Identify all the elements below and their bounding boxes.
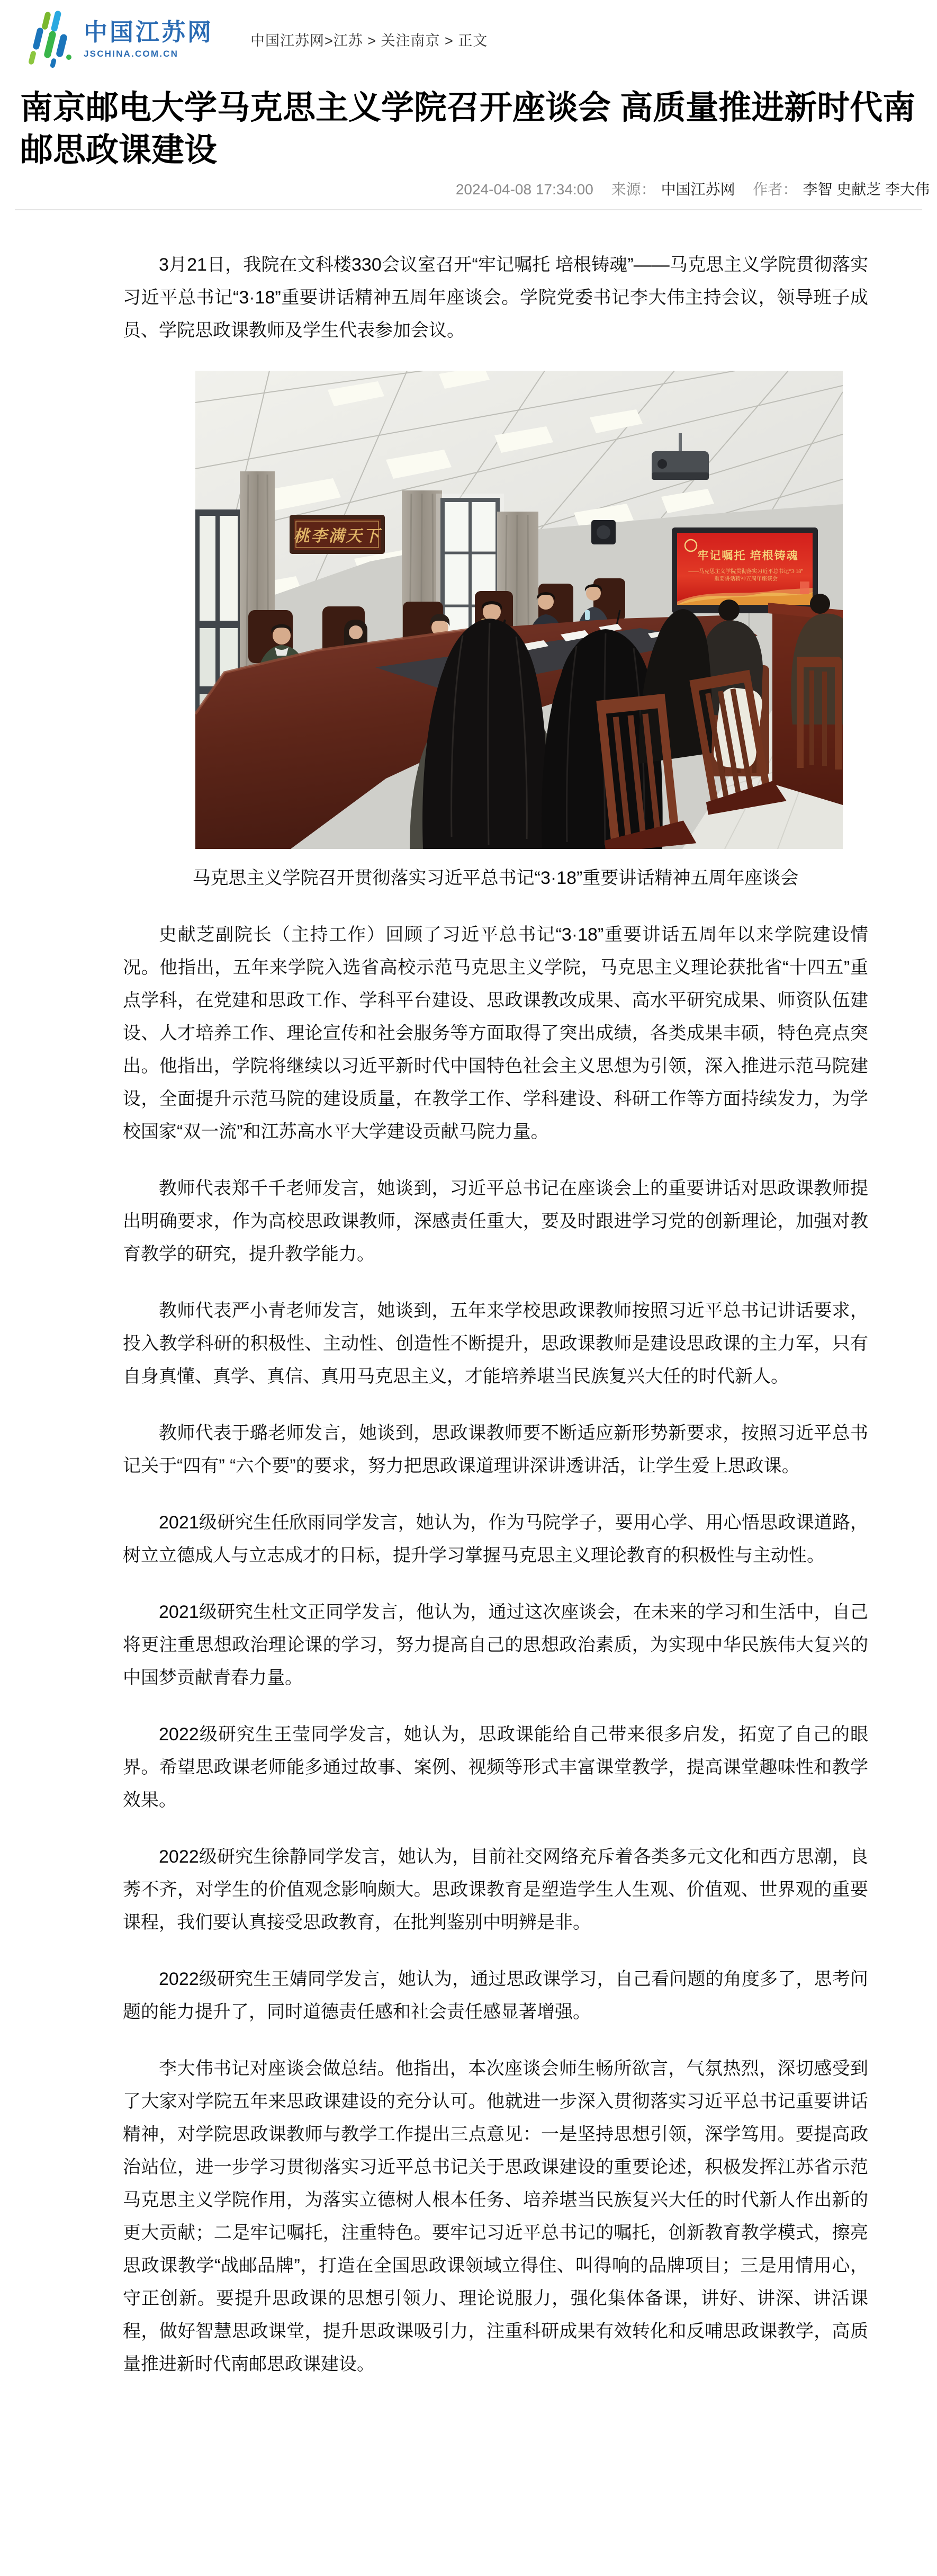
article-paragraph: 2021级研究生杜文正同学发言，他认为，通过这次座谈会，在未来的学习和生活中，自己将更注重思想政治理论课的学习，努力提高自己的思想政治素质，为实现中华民族伟大复兴的中国梦贡献青春力量。 [123,1602,868,1688]
site-logo-bamboo-icon [28,10,76,69]
screen-subtitle-1: ——马克思主义学院贯彻落实习近平总书记“3·18” [688,569,804,575]
site-header [0,0,937,73]
article-paragraph: 史献芝副院长（主持工作）回顾了习近平总书记“3·18”重要讲话五周年以来学院建设情况。他指出，五年来学院入选省高校示范马克思主义学院，马克思主义理论获批省“十四五”重点学科，在党建和思政工作、学科平台建设、思政课教改成果、高水平研究成果、师资队伍建设、人才培养工作、理论宣传和社会服务等方面取得了突出成绩，各类成果丰硕，特色亮点突出。他指出，学院将继续以习近平新时代中国特色社会主义思想为引领，深入推进示范马院建设，全面提升示范马院的建设质量，在教学工作、学科建设、科研工作等方面持续发力，为学校国家“双一流”和江苏高水平大学建设贡献马院力量。 [123,925,868,1142]
article-paragraph: 2021级研究生任欣雨同学发言，她认为，作为马院学子，要用心学、用心悟思政课道路，树立立德成人与立志成才的目标，提升学习掌握马克思主义理论教育的积极性与主动性。 [123,1513,868,1566]
wall-plaque [290,515,385,554]
source-value: 中国江苏网 [661,181,735,198]
site-logo[interactable] [28,10,213,69]
author-value: 李智 史献芝 李大伟 [803,181,930,198]
author-label: 作者： [753,181,798,198]
screen-title-text: 牢记嘱托 培根铸魂 [697,549,799,562]
article-paragraph: 李大伟书记对座谈会做总结。他指出，本次座谈会师生畅所欲言，气氛热烈，深切感受到了大家对学院五年来思政课建设的充分认可。他就进一步深入贯彻落实习近平总书记重要讲话精神，对学院思政课教师与教学工作提出三点意见：一是坚持思想引领，深学笃用。要提高政治站位，进一步学习贯彻落实习近平总书记关于思政课建设的重要论述，积极发挥江苏省示范马克思主义学院作用，为落实立德树人根本任务、培养堪当民族复兴大任的时代新人作出新的更大贡献；二是牢记嘱托，注重特色。要牢记习近平总书记的嘱托，创新教育教学模式，擦亮思政课教学“战邮品牌”，打造在全国思政课领域立得住、叫得响的品牌项目；三是用情用心，守正创新。要提升思政课的思想引领力、理论说服力，强化集体备课，讲好、讲深、讲活课程，做好智慧思政课堂，提升思政课吸引力，注重科研成果有效转化和反哺思政课教学，高质量推进新时代南邮思政课建设。 [123,2059,868,2374]
site-logo-text [84,19,213,59]
article-paragraph: 教师代表严小青老师发言，她谈到，五年来学校思政课教师按照习近平总书记讲话要求，投入教学科研的积极性、主动性、创造性不断提升，思政课教师是建设思政课的主力军，只有自身真懂、真学、真信、真用马克思主义，才能培养堪当民族复兴大任的时代新人。 [123,1301,868,1387]
page-title: 南京邮电大学马克思主义学院召开座谈会 高质量推进新时代南邮思政课建设 [20,90,916,168]
photo-caption: 马克思主义学院召开贯彻落实习近平总书记“3·18”重要讲话精神五周年座谈会 [192,868,799,888]
site-logo-cn: 中国江苏网 [84,19,214,46]
article-meta [0,179,930,200]
speaker-icon [591,520,616,544]
wall-plaque-text: 桃李满天下 [293,527,381,545]
article-body [0,210,937,2419]
publish-datetime: 2024-04-08 17:34:00 [455,181,593,198]
article-paragraph: 2022级研究生王婧同学发言，她认为，通过思政课学习，自己看问题的角度多了，思考问题的能力提升了，同时道德责任感和社会责任感显著增强。 [123,1969,868,2022]
article-paragraph: 教师代表于璐老师发言，她谈到，思政课教师要不断适应新形势新要求，按照习近平总书记关于“四有” “六个要”的要求，努力把思政课道理讲深讲透讲活，让学生爱上思政课。 [123,1423,868,1476]
article-paragraph: 3月21日，我院在文科楼330会议室召开“牢记嘱托 培根铸魂”——马克思主义学院贯彻落实习近平总书记“3·18”重要讲话精神五周年座谈会。学院党委书记李大伟主持会议，领导班子成员、学院思政课教师及学生代表参加会议。 [123,255,868,341]
meeting-photo-illustration [195,371,843,849]
screen-subtitle-2: 重要讲话精神五周年座谈会 [714,576,778,582]
source-label: 来源： [611,181,656,198]
article-paragraph: 2022级研究生徐静同学发言，她认为，目前社交网络充斥着各类多元文化和西方思潮，良莠不齐，对学生的价值观念影响颇大。思政课教育是塑造学生人生观、价值观、世界观的重要课程，我们要认真接受思政教育，在批判鉴别中明辨是非。 [123,1847,868,1933]
article-paragraph: 教师代表郑千千老师发言，她谈到，习近平总书记在座谈会上的重要讲话对思政课教师提出明确要求，作为高校思政课教师，深感责任重大，要及时跟进学习党的创新理论，加强对教育教学的研究，提升教学能力。 [123,1178,868,1264]
article-paragraph: 2022级研究生王莹同学发言，她认为，思政课能给自己带来很多启发，拓宽了自己的眼界。希望思政课老师能多通过故事、案例、视频等形式丰富课堂教学，提高课堂趣味性和教学效果。 [123,1724,868,1810]
site-logo-en: JSCHINA.COM.CN [84,48,179,59]
meeting-photo [195,371,843,849]
breadcrumb[interactable]: 中国江苏网>江苏 > 关注南京 > 正文 [250,32,488,49]
article-figure [123,371,868,895]
